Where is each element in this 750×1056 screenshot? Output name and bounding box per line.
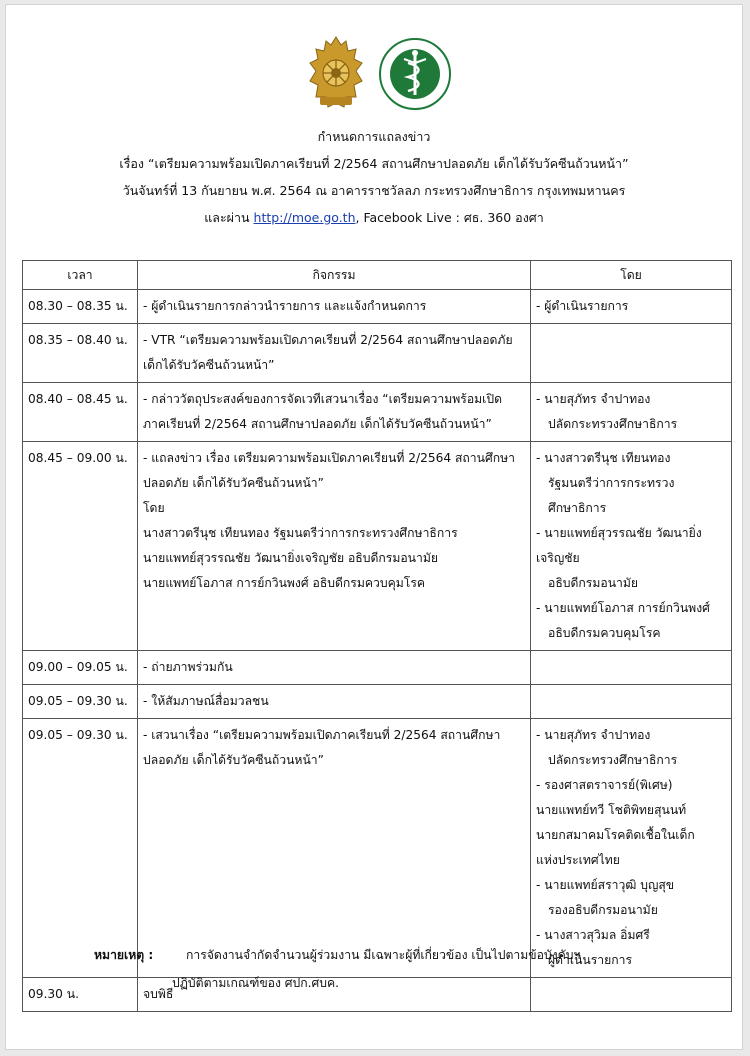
header-title: กำหนดการแถลงข่าว: [317, 129, 431, 144]
by-cell: [531, 290, 732, 324]
by-line: - นายแพทย์สุวรรณชัย วัฒนายิ่งเจริญชัย: [536, 526, 702, 565]
by-line: อธิบดีกรมควบคุมโรค: [548, 626, 661, 640]
activity-line: เด็กได้รับวัคซีนถ้วนหน้า”: [143, 358, 275, 372]
by-line: ผู้ดำเนินรายการ: [548, 953, 633, 967]
logo-bar: [6, 35, 742, 115]
by-line: รองอธิบดีกรมอนามัย: [548, 903, 658, 917]
table-row: [23, 383, 732, 442]
document-page: [5, 4, 743, 1050]
by-line: - นายแพทย์สราวุฒิ บุญสุข: [536, 878, 675, 892]
activity-line: ปลอดภัย เด็กได้รับวัคซีนถ้วนหน้า”: [143, 476, 324, 490]
time-cell: 08.40 – 08.45 น.: [23, 383, 138, 442]
activity-cell: [138, 290, 531, 324]
moe-website-link[interactable]: http://moe.go.th: [253, 210, 356, 225]
time-cell: 08.35 – 08.40 น.: [23, 324, 138, 383]
announcement-header: [6, 123, 742, 231]
by-cell: [531, 324, 732, 383]
table-row: [23, 719, 732, 978]
activity-cell: [138, 685, 531, 719]
activity-cell: [138, 383, 531, 442]
by-line: ปลัดกระทรวงศึกษาธิการ: [548, 753, 678, 767]
by-line: - นางสาวสุวิมล อิ่มศรี: [536, 928, 650, 942]
table-row: [23, 651, 732, 685]
table-row: [23, 324, 732, 383]
by-cell: [531, 383, 732, 442]
activity-line: ปลอดภัย เด็กได้รับวัคซีนถ้วนหน้า”: [143, 753, 324, 767]
activity-cell: [138, 719, 531, 978]
activity-line: - เสวนาเรื่อง “เตรียมความพร้อมเปิดภาคเรียนที่ 2/2564 สถานศึกษา: [143, 728, 501, 742]
by-cell: [531, 685, 732, 719]
by-line: นายกสมาคมโรคติดเชื้อในเด็ก: [536, 828, 695, 842]
activity-line: นายแพทย์สุวรรณชัย วัฒนายิ่งเจริญชัย อธิบดีกรมอนามัย: [143, 551, 439, 565]
by-cell: [531, 442, 732, 651]
table-header-row: [23, 261, 732, 290]
public-health-logo-icon: [378, 37, 452, 111]
activity-line: - ถ่ายภาพร่วมกัน: [143, 660, 233, 674]
col-header-by: โดย: [531, 261, 732, 290]
by-line: อธิบดีกรมอนามัย: [548, 576, 639, 590]
by-line: แห่งประเทศไทย: [536, 853, 620, 867]
education-seal-icon: [308, 35, 364, 111]
by-line: - นางสาวตรีนุช เทียนทอง: [536, 451, 671, 465]
activity-line: ภาคเรียนที่ 2/2564 สถานศึกษาปลอดภัย เด็กได้รับวัคซีนถ้วนหน้า”: [143, 417, 492, 431]
table-row: [23, 290, 732, 324]
activity-line: จบพิธี: [143, 987, 174, 1001]
channels-suffix: , Facebook Live : ศธ. 360 องศา: [355, 210, 544, 225]
time-cell: 09.05 – 09.30 น.: [23, 719, 138, 978]
activity-line: - กล่าววัตถุประสงค์ของการจัดเวทีเสวนาเรื่อง “เตรียมความพร้อมเปิด: [143, 392, 503, 406]
header-date-venue: วันจันทร์ที่ 13 กันยายน พ.ศ. 2564 ณ อาคารราชวัลลภ กระทรวงศึกษาธิการ กรุงเทพมหานคร: [122, 183, 626, 198]
activity-cell: [138, 651, 531, 685]
schedule-table: [22, 260, 732, 1012]
time-cell: 09.30 น.: [23, 978, 138, 1012]
time-cell: 08.45 – 09.00 น.: [23, 442, 138, 651]
remark-label: หมายเหตุ :: [94, 948, 154, 962]
table-row: [23, 442, 732, 651]
by-cell: [531, 719, 732, 978]
activity-cell: [138, 442, 531, 651]
activity-line: นางสาวตรีนุช เทียนทอง รัฐมนตรีว่าการกระทรวงศึกษาธิการ: [143, 526, 458, 540]
time-cell: 09.00 – 09.05 น.: [23, 651, 138, 685]
time-cell: 09.05 – 09.30 น.: [23, 685, 138, 719]
by-line: - ผู้ดำเนินรายการ: [536, 299, 629, 313]
schedule-rows: [23, 290, 732, 1012]
by-line: นายแพทย์ทวี โชติพิทยสุนนท์: [536, 803, 687, 817]
header-subject: เรื่อง “เตรียมความพร้อมเปิดภาคเรียนที่ 2/2564 สถานศึกษาปลอดภัย เด็กได้รับวัคซีนถ้วนหน้า”: [119, 156, 629, 171]
by-line: ปลัดกระทรวงศึกษาธิการ: [548, 417, 678, 431]
by-line: - นายแพทย์โอภาส การย์กวินพงศ์: [536, 601, 710, 615]
remark: [94, 941, 580, 997]
activity-line: - แถลงข่าว เรื่อง เตรียมความพร้อมเปิดภาคเรียนที่ 2/2564 สถานศึกษา: [143, 451, 515, 465]
by-line: รัฐมนตรีว่าการกระทรวงศึกษาธิการ: [548, 476, 675, 515]
activity-line: โดย: [143, 501, 165, 515]
remark-line-1: การจัดงานจำกัดจำนวนผู้ร่วมงาน มีเฉพาะผู้ที่เกี่ยวข้อง เป็นไปตามข้อบังคับฯ: [186, 948, 581, 962]
activity-line: - VTR “เตรียมความพร้อมเปิดภาคเรียนที่ 2/2564 สถานศึกษาปลอดภัย: [143, 333, 513, 347]
col-header-activity: กิจกรรม: [138, 261, 531, 290]
activity-line: - ผู้ดำเนินรายการกล่าวนำรายการ และแจ้งกำหนดการ: [143, 299, 427, 313]
activity-line: - ให้สัมภาษณ์สื่อมวลชน: [143, 694, 269, 708]
by-line: - นายสุภัทร จำปาทอง: [536, 392, 651, 406]
remark-line-2: ปฏิบัติตามเกณฑ์ของ ศปก.ศบค.: [172, 976, 340, 990]
col-header-time: เวลา: [23, 261, 138, 290]
activity-line: นายแพทย์โอภาส การย์กวินพงศ์ อธิบดีกรมควบคุมโรค: [143, 576, 426, 590]
time-cell: 08.30 – 08.35 น.: [23, 290, 138, 324]
by-line: - นายสุภัทร จำปาทอง: [536, 728, 651, 742]
by-line: - รองศาสตราจารย์(พิเศษ): [536, 778, 673, 792]
by-cell: [531, 651, 732, 685]
channels-prefix: และผ่าน: [204, 210, 254, 225]
table-row: [23, 685, 732, 719]
header-channels: [6, 204, 742, 231]
activity-cell: [138, 324, 531, 383]
